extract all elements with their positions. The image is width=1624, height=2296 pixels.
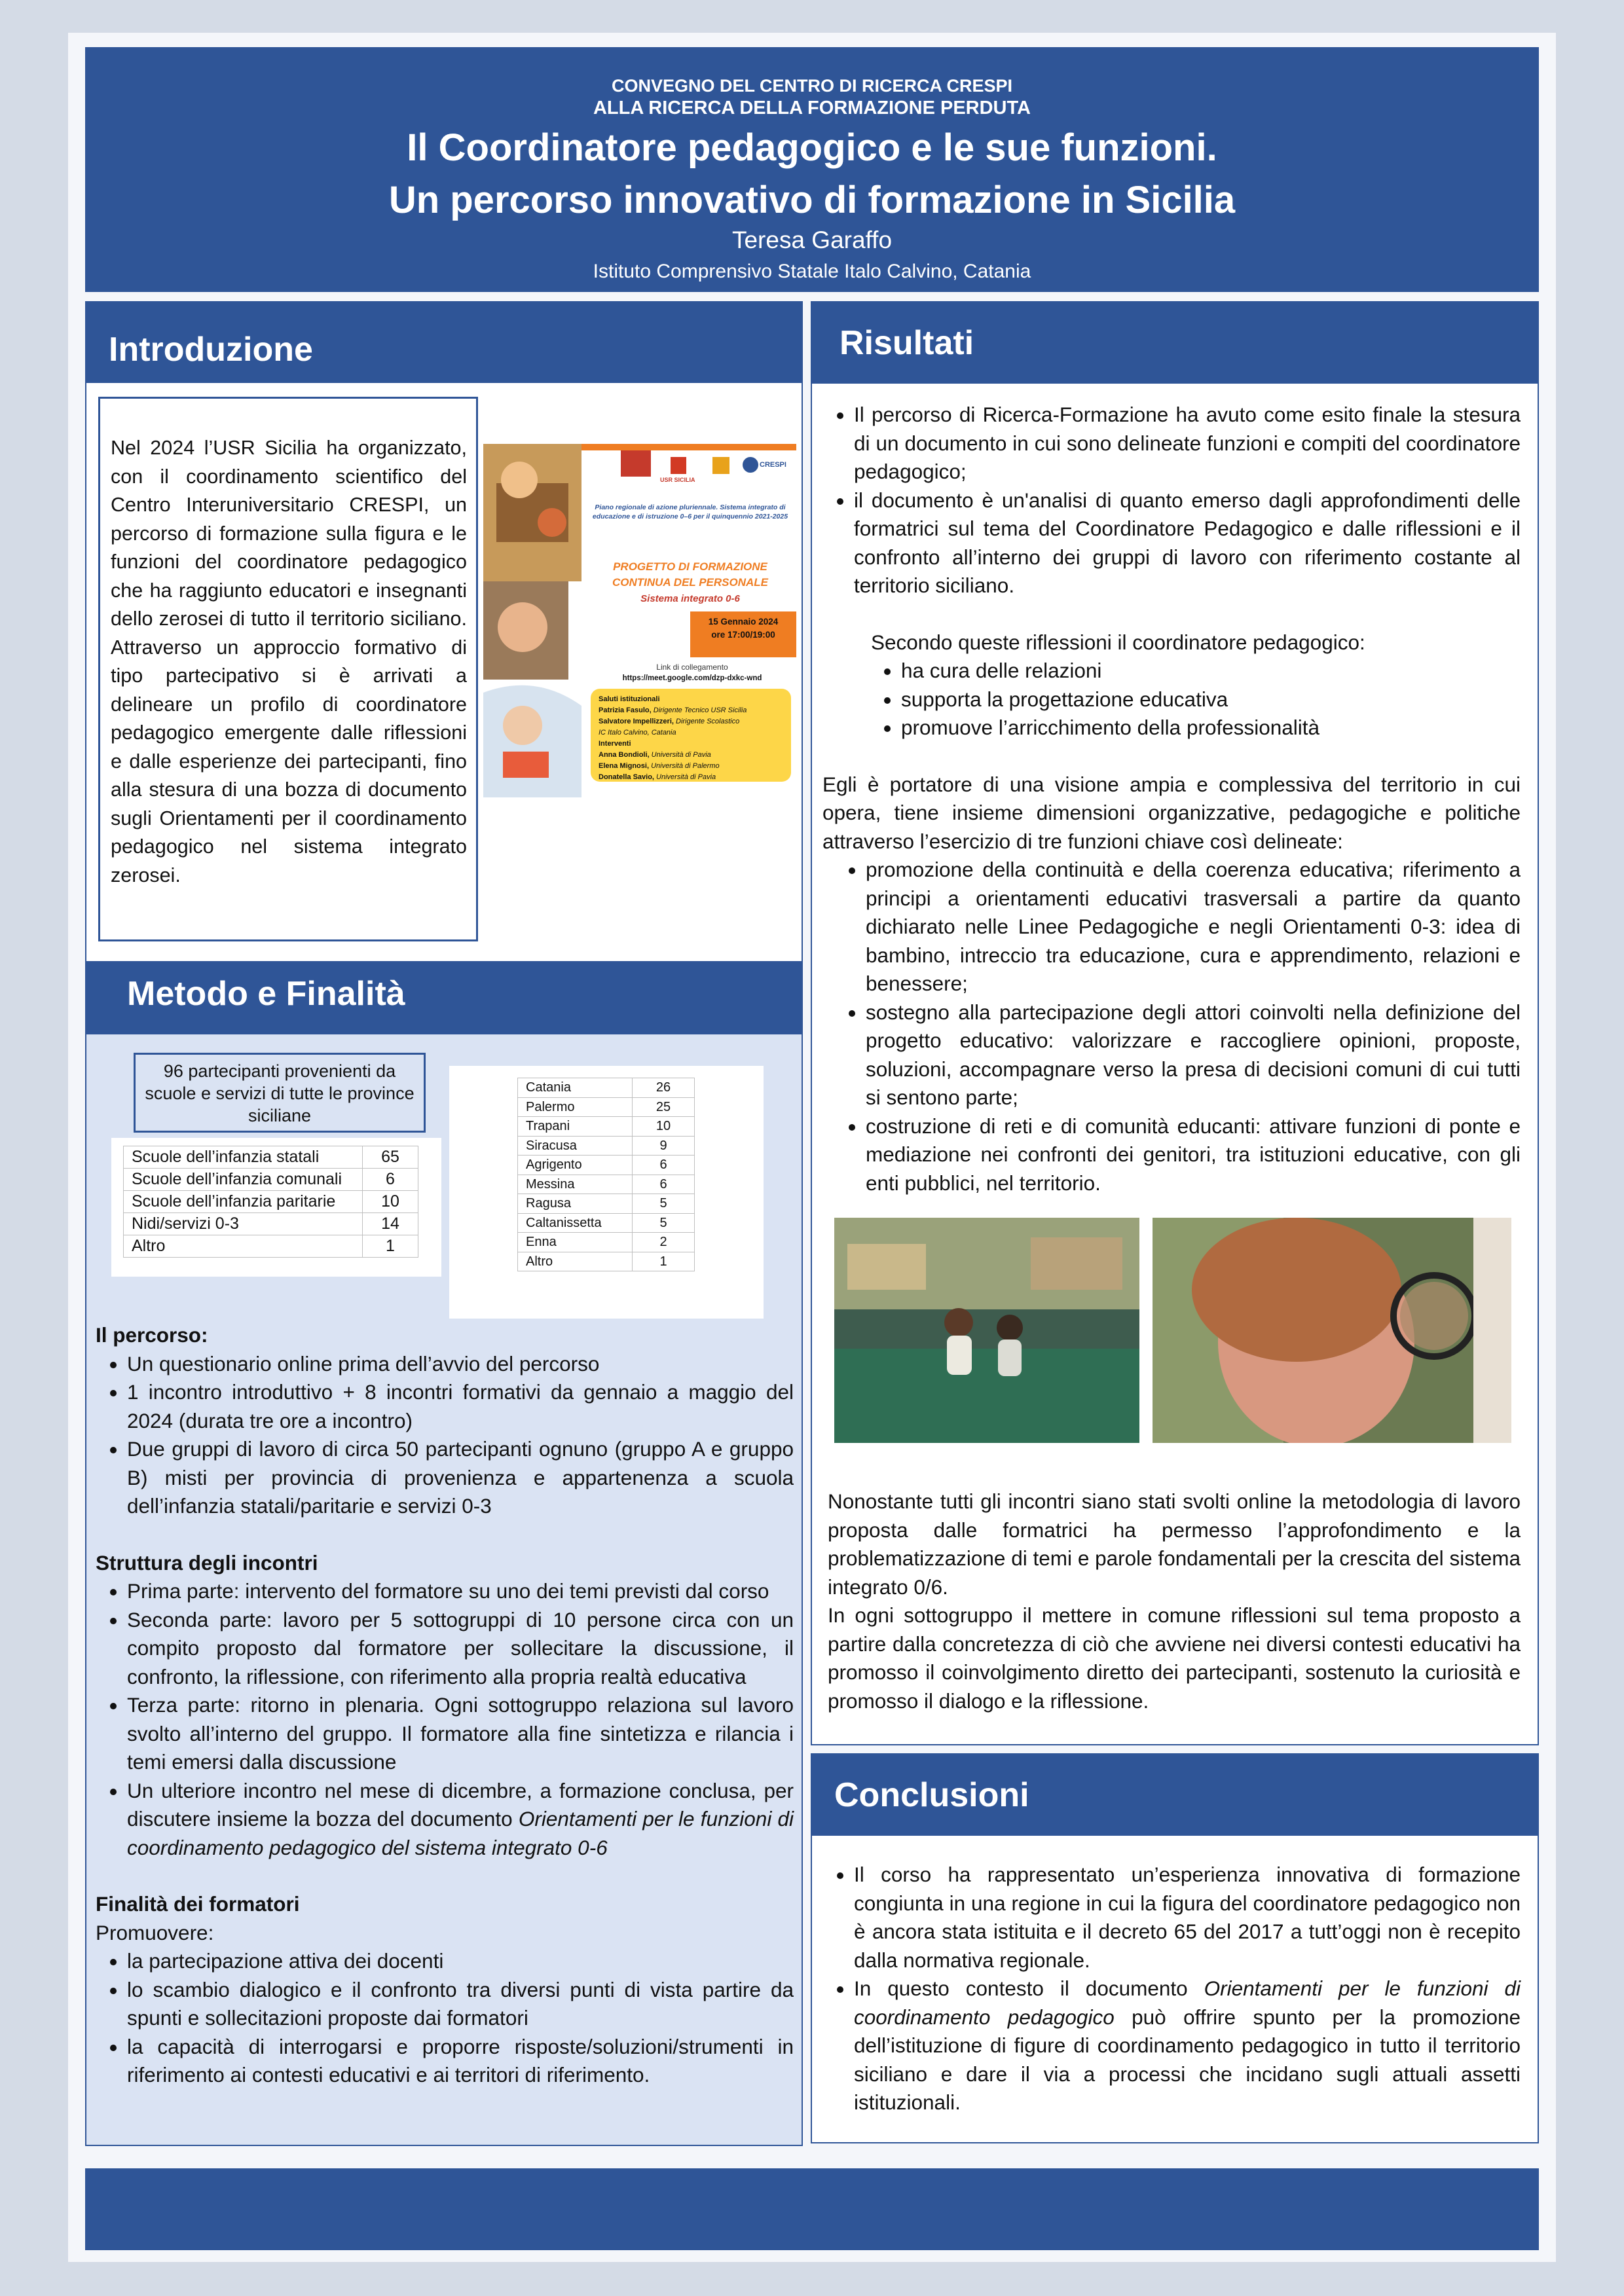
- poster-meet-link: https://meet.google.com/dzp-dxkc-wnd: [622, 674, 762, 682]
- egli-text: Egli è portatore di una visione ampia e complessiva del territorio in cui opera, tiene insieme dimensioni organizzative, pedagogiche e politiche attraverso l’esercizio di tre funzioni chiave così delineate:: [822, 772, 1521, 853]
- logo-crespi-icon: [743, 457, 758, 473]
- table-row: [518, 1194, 695, 1214]
- table-cell-value: 6: [633, 1156, 695, 1175]
- table-cell-label: Agrigento: [518, 1156, 633, 1175]
- funzioni-list: [822, 856, 1521, 1197]
- sicily-emblem-icon: [621, 450, 651, 477]
- poster-logo-crespi: CRESPI: [760, 461, 786, 469]
- intro-heading-bar: [85, 301, 803, 383]
- table-cell-label: Enna: [518, 1233, 633, 1252]
- list-item: • la partecipazione attiva dei docenti: [127, 1947, 794, 1976]
- table-cell-value: 14: [363, 1213, 418, 1235]
- list-item: • 1 incontro introduttivo + 8 incontri formativi da gennaio a maggio del 2024 (durata tre ore a incontro): [127, 1378, 794, 1435]
- intro-textbox: [98, 397, 478, 941]
- table-row: [124, 1191, 418, 1213]
- finalita-intro: Promuovere:: [96, 1920, 214, 1944]
- conclusioni-text: [822, 1861, 1521, 2117]
- table-cell-value: 1: [363, 1235, 418, 1258]
- list-item: • la capacità di interrogarsi e proporre risposte/soluzioni/strumenti in riferimento ai contesti educativi e ai territori di riferimento.: [127, 2033, 794, 2090]
- list-item: • promuove l’arricchimento della professionalità: [901, 714, 1521, 742]
- list-item: [127, 1777, 794, 1863]
- table-cell-label: Scuole dell’infanzia statali: [124, 1146, 363, 1169]
- document-title: Orientamenti per le funzioni di coordinamento pedagogico del sistema integrato 0-6: [127, 1807, 794, 1859]
- metodo-heading: Metodo e Finalità: [127, 975, 405, 1013]
- document-title: Orientamenti per le funzioni di coordinamento pedagogico: [854, 1977, 1521, 2029]
- poster-speakers: [599, 694, 788, 783]
- poster-project-title-3: Sistema integrato 0-6: [640, 593, 740, 604]
- table-cell-label: Caltanissetta: [518, 1213, 633, 1233]
- province-table-box: [449, 1066, 764, 1319]
- speaker-name: Elena Mignosi,: [599, 762, 650, 770]
- logo-usr-icon: [671, 457, 686, 474]
- table-cell-label: Ragusa: [518, 1194, 633, 1214]
- percorso-title: Il percorso:: [96, 1323, 208, 1347]
- table-cell-value: 26: [633, 1078, 695, 1098]
- participants-text: 96 partecipanti provenienti da scuole e servizi di tutte le province siciliane: [145, 1061, 415, 1125]
- secondo-text: Secondo queste riflessioni il coordinatore pedagogico:: [871, 630, 1365, 654]
- table-cell-value: 6: [363, 1169, 418, 1191]
- table-row: [518, 1175, 695, 1194]
- list-item-text: Un ulteriore incontro nel mese di dicembre, a formazione conclusa, per discutere insieme la bozza del documento: [127, 1778, 794, 1831]
- speaker-name: Salvatore Impellizzeri,: [599, 718, 674, 725]
- table-cell-label: Catania: [518, 1078, 633, 1098]
- table-cell-label: Altro: [518, 1252, 633, 1271]
- event-poster-image: [483, 444, 796, 859]
- poster-date: 15 Gennaio 2024: [708, 617, 779, 627]
- list-item: • Seconda parte: lavoro per 5 sottogruppi di 10 persone circa con un compito proposto dal formatore per sollecitare la discussione, il confronto, la riflessione, con riferimento alla propria realtà educativa: [127, 1606, 794, 1692]
- list-item-text: può offrire spunto per la promozione dell’istituzione di figure di coordinamento pedagogico in tutto il territorio siciliano e dare il via a processi che incidano sugli attuali assetti istituzionali.: [854, 2005, 1521, 2114]
- participants-box: [134, 1053, 426, 1133]
- table-row: [518, 1252, 695, 1271]
- table-cell-label: Siracusa: [518, 1136, 633, 1156]
- poster-header: [85, 47, 1539, 292]
- table-row: [124, 1169, 418, 1191]
- finalita-title: Finalità dei formatori: [96, 1892, 300, 1916]
- struttura-list: [96, 1577, 794, 1862]
- table-cell-value: 2: [633, 1233, 695, 1252]
- table-row: [518, 1136, 695, 1156]
- list-item: • il documento è un'analisi di quanto emerso dagli approfondimenti delle formatrici sul tema del Coordinatore Pedagogico e dalle riflessioni e il confronto all’interno dei gruppi di lavoro con riferimento costante al territorio siciliano.: [854, 486, 1521, 600]
- finalita-list: [96, 1947, 794, 2090]
- table-row: [518, 1213, 695, 1233]
- speaker-name: Donatella Savio,: [599, 773, 654, 781]
- conclusioni-heading: Conclusioni: [834, 1776, 1029, 1814]
- table-row: [518, 1117, 695, 1137]
- speaker-role: Università di Palermo: [649, 762, 720, 770]
- secondo-list: [822, 657, 1521, 742]
- intro-heading: Introduzione: [109, 331, 313, 369]
- poster-title-line-1: Il Coordinatore pedagogico e le sue funzioni.: [407, 126, 1217, 169]
- metodo-heading-bar: [85, 962, 803, 1034]
- poster-project-title-2: CONTINUA DEL PERSONALE: [612, 576, 769, 589]
- list-item: • costruzione di reti e di comunità educanti: attivare funzioni di ponte e mediazione nei confronti dei genitori, tra istituzioni educative, con gli enti pubblici, nel territorio.: [866, 1112, 1521, 1198]
- list-item: • ha cura delle relazioni: [901, 657, 1521, 685]
- list-item: • sostegno alla partecipazione degli attori coinvolti nella definizione del progetto educativo: valorizzare e raccogliere opinioni, proposte, soluzioni, accompagnare verso la presa di decisioni comuni di cui tutti si sentono parte;: [866, 998, 1521, 1112]
- conference-name: CONVEGNO DEL CENTRO DI RICERCA CRESPI: [611, 76, 1013, 96]
- table-row: [518, 1233, 695, 1252]
- poster-project-title-1: PROGETTO DI FORMAZIONE: [613, 560, 767, 573]
- table-row: [124, 1146, 418, 1169]
- poster-footer: [85, 2168, 1539, 2250]
- risultati-closing: [828, 1487, 1521, 1715]
- list-item: • supporta la progettazione educativa: [901, 685, 1521, 714]
- poster-time: ore 17:00/19:00: [711, 630, 775, 640]
- table-row: [518, 1097, 695, 1117]
- speaker-name: Anna Bondioli,: [599, 751, 650, 759]
- speaker-role: Università di Pavia: [649, 751, 711, 759]
- poster-interventi-label: Interventi: [599, 740, 631, 748]
- table-cell-value: 25: [633, 1097, 695, 1117]
- table-cell-value: 5: [633, 1194, 695, 1214]
- risultati-heading: Risultati: [840, 324, 974, 362]
- risultati-text: [822, 401, 1521, 1197]
- list-item: • Un questionario online prima dell’avvio del percorso: [127, 1350, 794, 1379]
- speaker-role: IC Italo Calvino, Catania: [599, 729, 676, 737]
- table-cell-label: Scuole dell’infanzia paritarie: [124, 1191, 363, 1213]
- author: Teresa Garaffo: [731, 227, 893, 253]
- speaker-role: Università di Pavia: [654, 773, 716, 781]
- province-table: [517, 1078, 695, 1271]
- speaker-role: Dirigente Tecnico USR Sicilia: [651, 706, 747, 714]
- table-cell-value: 10: [363, 1191, 418, 1213]
- table-row: [124, 1235, 418, 1258]
- list-item: • promozione della continuità e della coerenza educativa; riferimento a principi a orientamenti educativi trasversali a partire da quanto dichiarato nelle Linee Pedagogiche e negli Orientamenti 0-3: idea di bambino, intreccio tra educazione, cura e apprendimento, relazioni e benessere;: [866, 856, 1521, 998]
- poster-title-line-2: Un percorso innovativo di formazione in Sicilia: [388, 179, 1236, 221]
- table-cell-value: 9: [633, 1136, 695, 1156]
- list-item: • Due gruppi di lavoro di circa 50 partecipanti ognuno (gruppo A e gruppo B) misti per provincia di provenienza e appartenenza a scuola dell’infanzia statali/paritarie e servizi 0-3: [127, 1435, 794, 1521]
- list-item: • Il corso ha rappresentato un’esperienza innovativa di formazione congiunta in una regione in cui la figura del coordinatore pedagogico non è ancora stata istituita e il decreto 65 del 2017 a tutt’oggi non è recepito dalla normativa regionale.: [854, 1861, 1521, 1975]
- table-cell-label: Altro: [124, 1235, 363, 1258]
- speaker-name: Patrizia Fasulo,: [599, 706, 652, 714]
- photo-child-magnifying-glass: [1153, 1218, 1511, 1443]
- poster-logo-usr: USR SICILIA: [660, 477, 695, 483]
- poster-link-label: Link di collegamento: [656, 663, 728, 672]
- list-item-text: In questo contesto il documento: [854, 1977, 1204, 2000]
- photo-children-walking: [834, 1218, 1139, 1443]
- table-cell-value: 65: [363, 1146, 418, 1169]
- intro-text: Nel 2024 l’USR Sicilia ha organizzato, con il coordinamento scientifico del Centro Interuniversitario CRESPI, un percorso di formazione sulla figura e le funzioni del coordinatore pedagogico che ha raggiunto educatori e insegnanti dello zerosei di tutto il territorio siciliano. Attraverso un approccio formativo di tipo partecipativo si è arrivati a delineare un profilo di coordinatore pedagogico emergente dalle riflessioni e dalle esperienze dei partecipanti, fino alla stesura di una bozza di documento sugli Orientamenti per il coordinamento pedagogico nel sistema integrato zerosei.: [111, 437, 467, 886]
- school-table-box: [111, 1138, 441, 1277]
- metodo-text: [96, 1321, 794, 2090]
- affiliation: Istituto Comprensivo Statale Italo Calvino, Catania: [593, 261, 1031, 282]
- list-item: • Il percorso di Ricerca-Formazione ha avuto come esito finale la stesura di un documento in cui sono delineate funzioni e compiti del coordinatore pedagogico;: [854, 401, 1521, 486]
- risultati-heading-bar: [811, 301, 1539, 384]
- struttura-title: Struttura degli incontri: [96, 1550, 318, 1575]
- school-type-table: [123, 1146, 418, 1258]
- risultati-paragraph-1: Nonostante tutti gli incontri siano stati svolti online la metodologia di lavoro proposta dalle formatrici ha permesso l’approfondimento e la problematizzazione di temi e parole fondamentali per la crescita del sistema integrato 0/6.: [828, 1489, 1521, 1599]
- table-cell-label: Scuole dell’infanzia comunali: [124, 1169, 363, 1191]
- poster-saluti-label: Saluti istituzionali: [599, 695, 660, 703]
- conference-subtitle: ALLA RICERCA DELLA FORMAZIONE PERDUTA: [593, 98, 1031, 118]
- table-row: [124, 1213, 418, 1235]
- table-cell-value: 1: [633, 1252, 695, 1271]
- risultati-paragraph-2: In ogni sottogruppo il mettere in comune riflessioni sul tema proposto a partire dalla concretezza di ciò che avviene nei diversi contesti educativi ha promosso il coinvolgimento diretto dei partecipanti, sostenuto la curiosità e promosso il dialogo e la riflessione.: [828, 1603, 1521, 1713]
- table-row: [518, 1078, 695, 1098]
- conclusioni-list: [822, 1861, 1521, 2117]
- table-cell-value: 5: [633, 1213, 695, 1233]
- list-item: • Terza parte: ritorno in plenaria. Ogni sottogruppo relaziona sul lavoro svolto all’interno del gruppo. Il formatore alla fine sintetizza e rilancia i temi emersi dalla discussione: [127, 1691, 794, 1777]
- table-cell-label: Messina: [518, 1175, 633, 1194]
- table-cell-value: 6: [633, 1175, 695, 1194]
- table-cell-value: 10: [633, 1117, 695, 1137]
- table-cell-label: Trapani: [518, 1117, 633, 1137]
- list-item: [854, 1975, 1521, 2117]
- list-item: • lo scambio dialogico e il confronto tra diversi punti di vista partire da spunti e sollecitazioni proposte dai formatori: [127, 1976, 794, 2033]
- poster-plan-text: Piano regionale di azione pluriennale. Sistema integrato di educazione e di istruzione 0–6 per il quinquennio 2021-2025: [592, 503, 788, 520]
- speaker-role: Dirigente Scolastico: [673, 718, 740, 725]
- conclusioni-heading-bar: [811, 1753, 1539, 1836]
- percorso-list: [96, 1350, 794, 1521]
- list-item: • Prima parte: intervento del formatore su uno dei temi previsti dal corso: [127, 1577, 794, 1606]
- table-cell-label: Nidi/servizi 0-3: [124, 1213, 363, 1235]
- table-cell-label: Palermo: [518, 1097, 633, 1117]
- risultati-list: [822, 401, 1521, 600]
- table-row: [518, 1156, 695, 1175]
